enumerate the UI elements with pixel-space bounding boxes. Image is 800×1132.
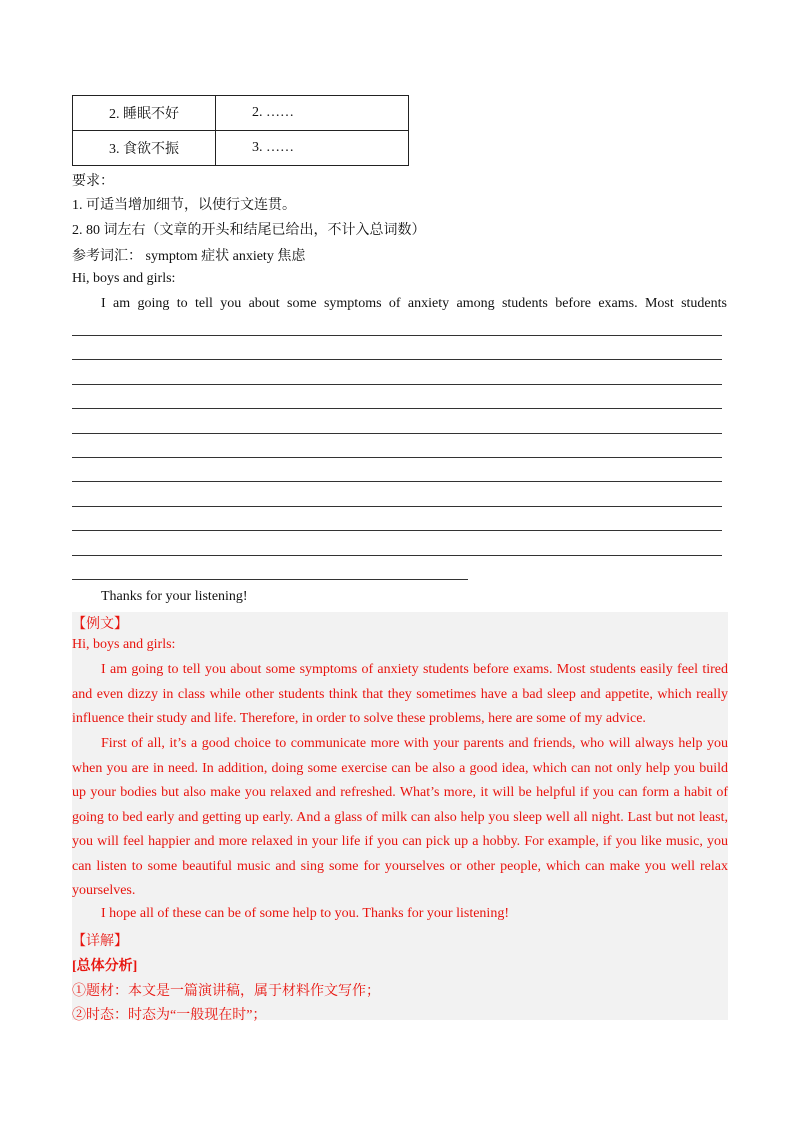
writing-line: [72, 384, 722, 385]
writing-line: [72, 408, 722, 409]
prompt-closing: Thanks for your listening!: [101, 589, 248, 604]
requirements-heading: 要求：: [72, 174, 114, 189]
sample-paragraph-1: [72, 658, 728, 732]
writing-line: [72, 433, 722, 434]
table-cell: 2. 睡眠不好: [73, 96, 216, 131]
table-row: [73, 131, 409, 166]
overall-analysis-heading: [总体分析]: [72, 959, 138, 974]
analysis-item-2: ②时态：时态为“一般现在时”；: [72, 1008, 267, 1023]
analysis-item-1: ①题材：本文是一篇演讲稿，属于材料作文写作；: [72, 984, 380, 999]
writing-line: [72, 335, 722, 336]
writing-line: [72, 506, 722, 507]
sample-label: 【例文】: [72, 617, 128, 632]
prompt-greeting: Hi, boys and girls:: [72, 271, 176, 286]
writing-line: [72, 579, 468, 580]
sample-paragraph-2: [72, 732, 728, 904]
sample-greeting: Hi, boys and girls:: [72, 637, 176, 652]
requirement-item-1: 1. 可适当增加细节，以使行文连贯。: [72, 198, 296, 213]
writing-line: [72, 481, 722, 482]
writing-line: [72, 530, 722, 531]
paragraph-text: I am going to tell you about some symptoms of anxiety students before exams. Most students easily feel tired and even dizzy in class while other students think that they sometimes have a bad sleep and appetite, which really influence their study and life. Therefore, in order to solve these problems, here are some of my advice.: [72, 662, 728, 726]
paragraph-text: First of all, it’s a good choice to communicate more with your parents and friends, who will always help you when you are in need. In addition, doing some exercise can be also a good idea, which can not only help you build up your bodies but also make you relaxed and refreshed. What’s more, it will be helpful if you can form a habit of going to bed early and getting up early. And a glass of milk can also help you sleep well all night. Last but not least, you will feel happier and more relaxed in your life if you can pick up a hobby. For example, if you like music, you can listen to some beautiful music and sing some for yourselves or other people, which can make you well relax yourselves.: [72, 736, 728, 898]
sample-paragraph-3: [72, 902, 728, 927]
paragraph-text: I hope all of these can be of some help to you. Thanks for your listening!: [101, 906, 509, 921]
table-cell: 3. ……: [216, 131, 409, 166]
writing-line: [72, 457, 722, 458]
hint-table: [72, 95, 409, 166]
analysis-label: 【详解】: [72, 934, 128, 949]
writing-line: [72, 555, 722, 556]
table-cell: 3. 食欲不振: [73, 131, 216, 166]
writing-line: [72, 359, 722, 360]
prompt-opening: I am going to tell you about some symptoms of anxiety among students before exams. Most students: [101, 296, 727, 311]
vocabulary-hint: 参考词汇： symptom 症状 anxiety 焦虑: [72, 249, 306, 264]
table-row: [73, 96, 409, 131]
table-cell: 2. ……: [216, 96, 409, 131]
requirement-item-2: 2. 80 词左右（文章的开头和结尾已给出，不计入总词数）: [72, 223, 426, 238]
